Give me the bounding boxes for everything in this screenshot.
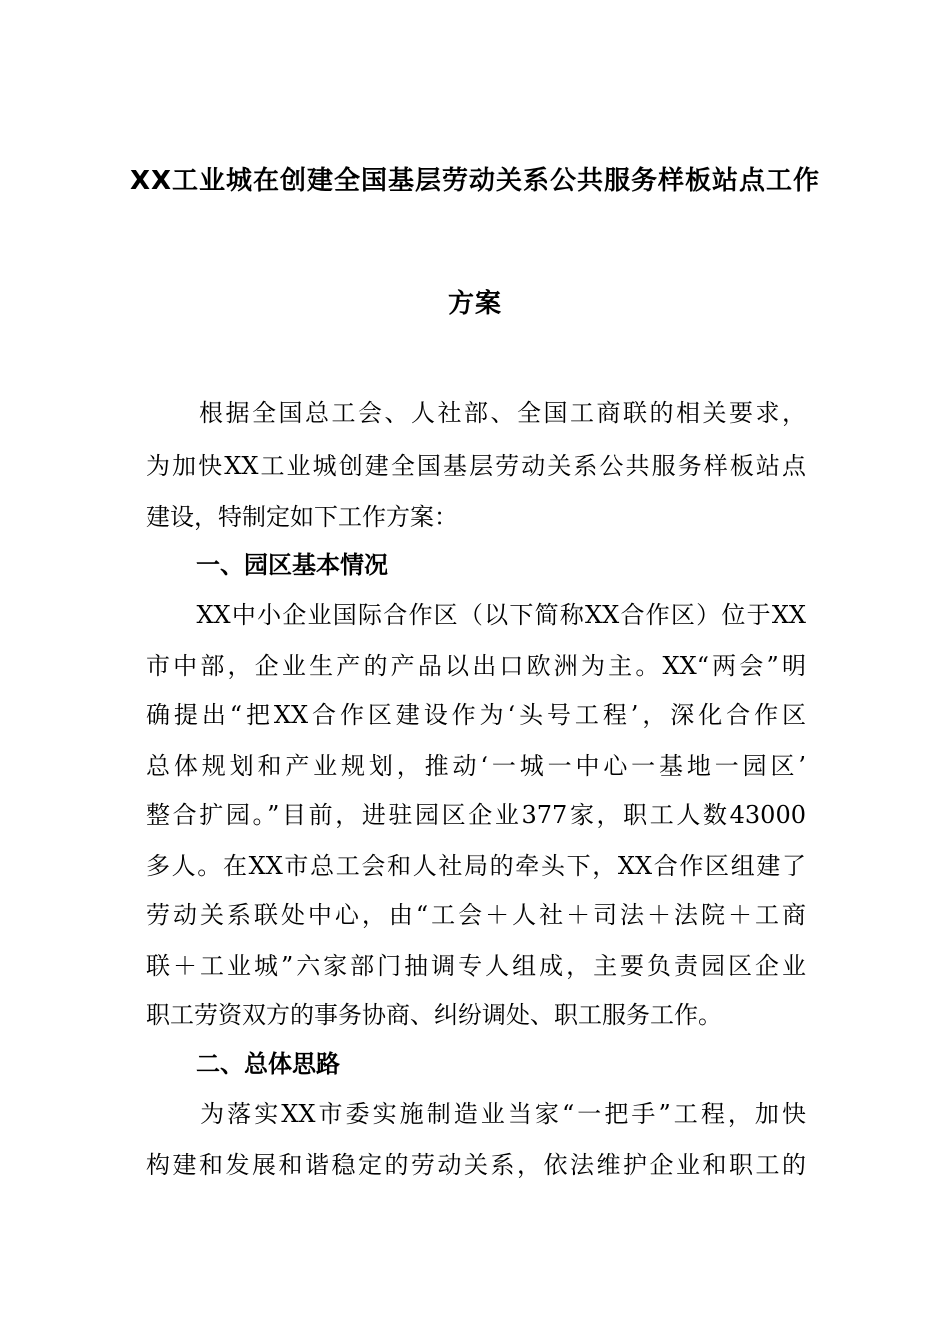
document-title-line-1: XX工业城在创建全国基层劳动关系公共服务样板站点工作: [129, 166, 821, 196]
section1-line: 职工劳资双方的事务协商、纠纷调处、职工服务工作。: [146, 1001, 722, 1029]
intro-line: 根据全国总工会、人社部、全国工商联的相关要求，: [146, 399, 806, 427]
intro-line: 建设，特制定如下工作方案：: [146, 503, 458, 531]
section-heading-1: 一、园区基本情况: [196, 551, 388, 579]
section1-line: 多人。在XX市总工会和人社局的牵头下，XX合作区组建了: [146, 852, 806, 880]
section1-line: XX中小企业国际合作区（以下简称XX合作区）位于XX: [146, 601, 806, 629]
section-heading-2: 二、总体思路: [196, 1050, 340, 1078]
section1-line: 联＋工业城”六家部门抽调专人组成，主要负责园区企业: [146, 952, 806, 980]
section1-line: 市中部，企业生产的产品以出口欧洲为主。XX“两会”明: [146, 652, 806, 680]
section1-line: 劳动关系联处中心，由“工会＋人社＋司法＋法院＋工商: [146, 901, 806, 929]
intro-line: 为加快XX工业城创建全国基层劳动关系公共服务样板站点: [146, 452, 806, 480]
section1-line: 总体规划和产业规划，推动‘一城一中心一基地一园区’: [146, 752, 806, 780]
section1-line: 整合扩园。”目前，进驻园区企业377家，职工人数43000: [146, 801, 806, 829]
section1-line: 确提出“把XX合作区建设作为‘头号工程’，深化合作区: [146, 701, 806, 729]
section2-line: 为落实XX市委实施制造业当家“一把手”工程，加快: [146, 1100, 806, 1128]
section2-line: 构建和发展和谐稳定的劳动关系，依法维护企业和职工的: [146, 1151, 806, 1179]
document-title-line-2: 方案: [447, 289, 502, 319]
